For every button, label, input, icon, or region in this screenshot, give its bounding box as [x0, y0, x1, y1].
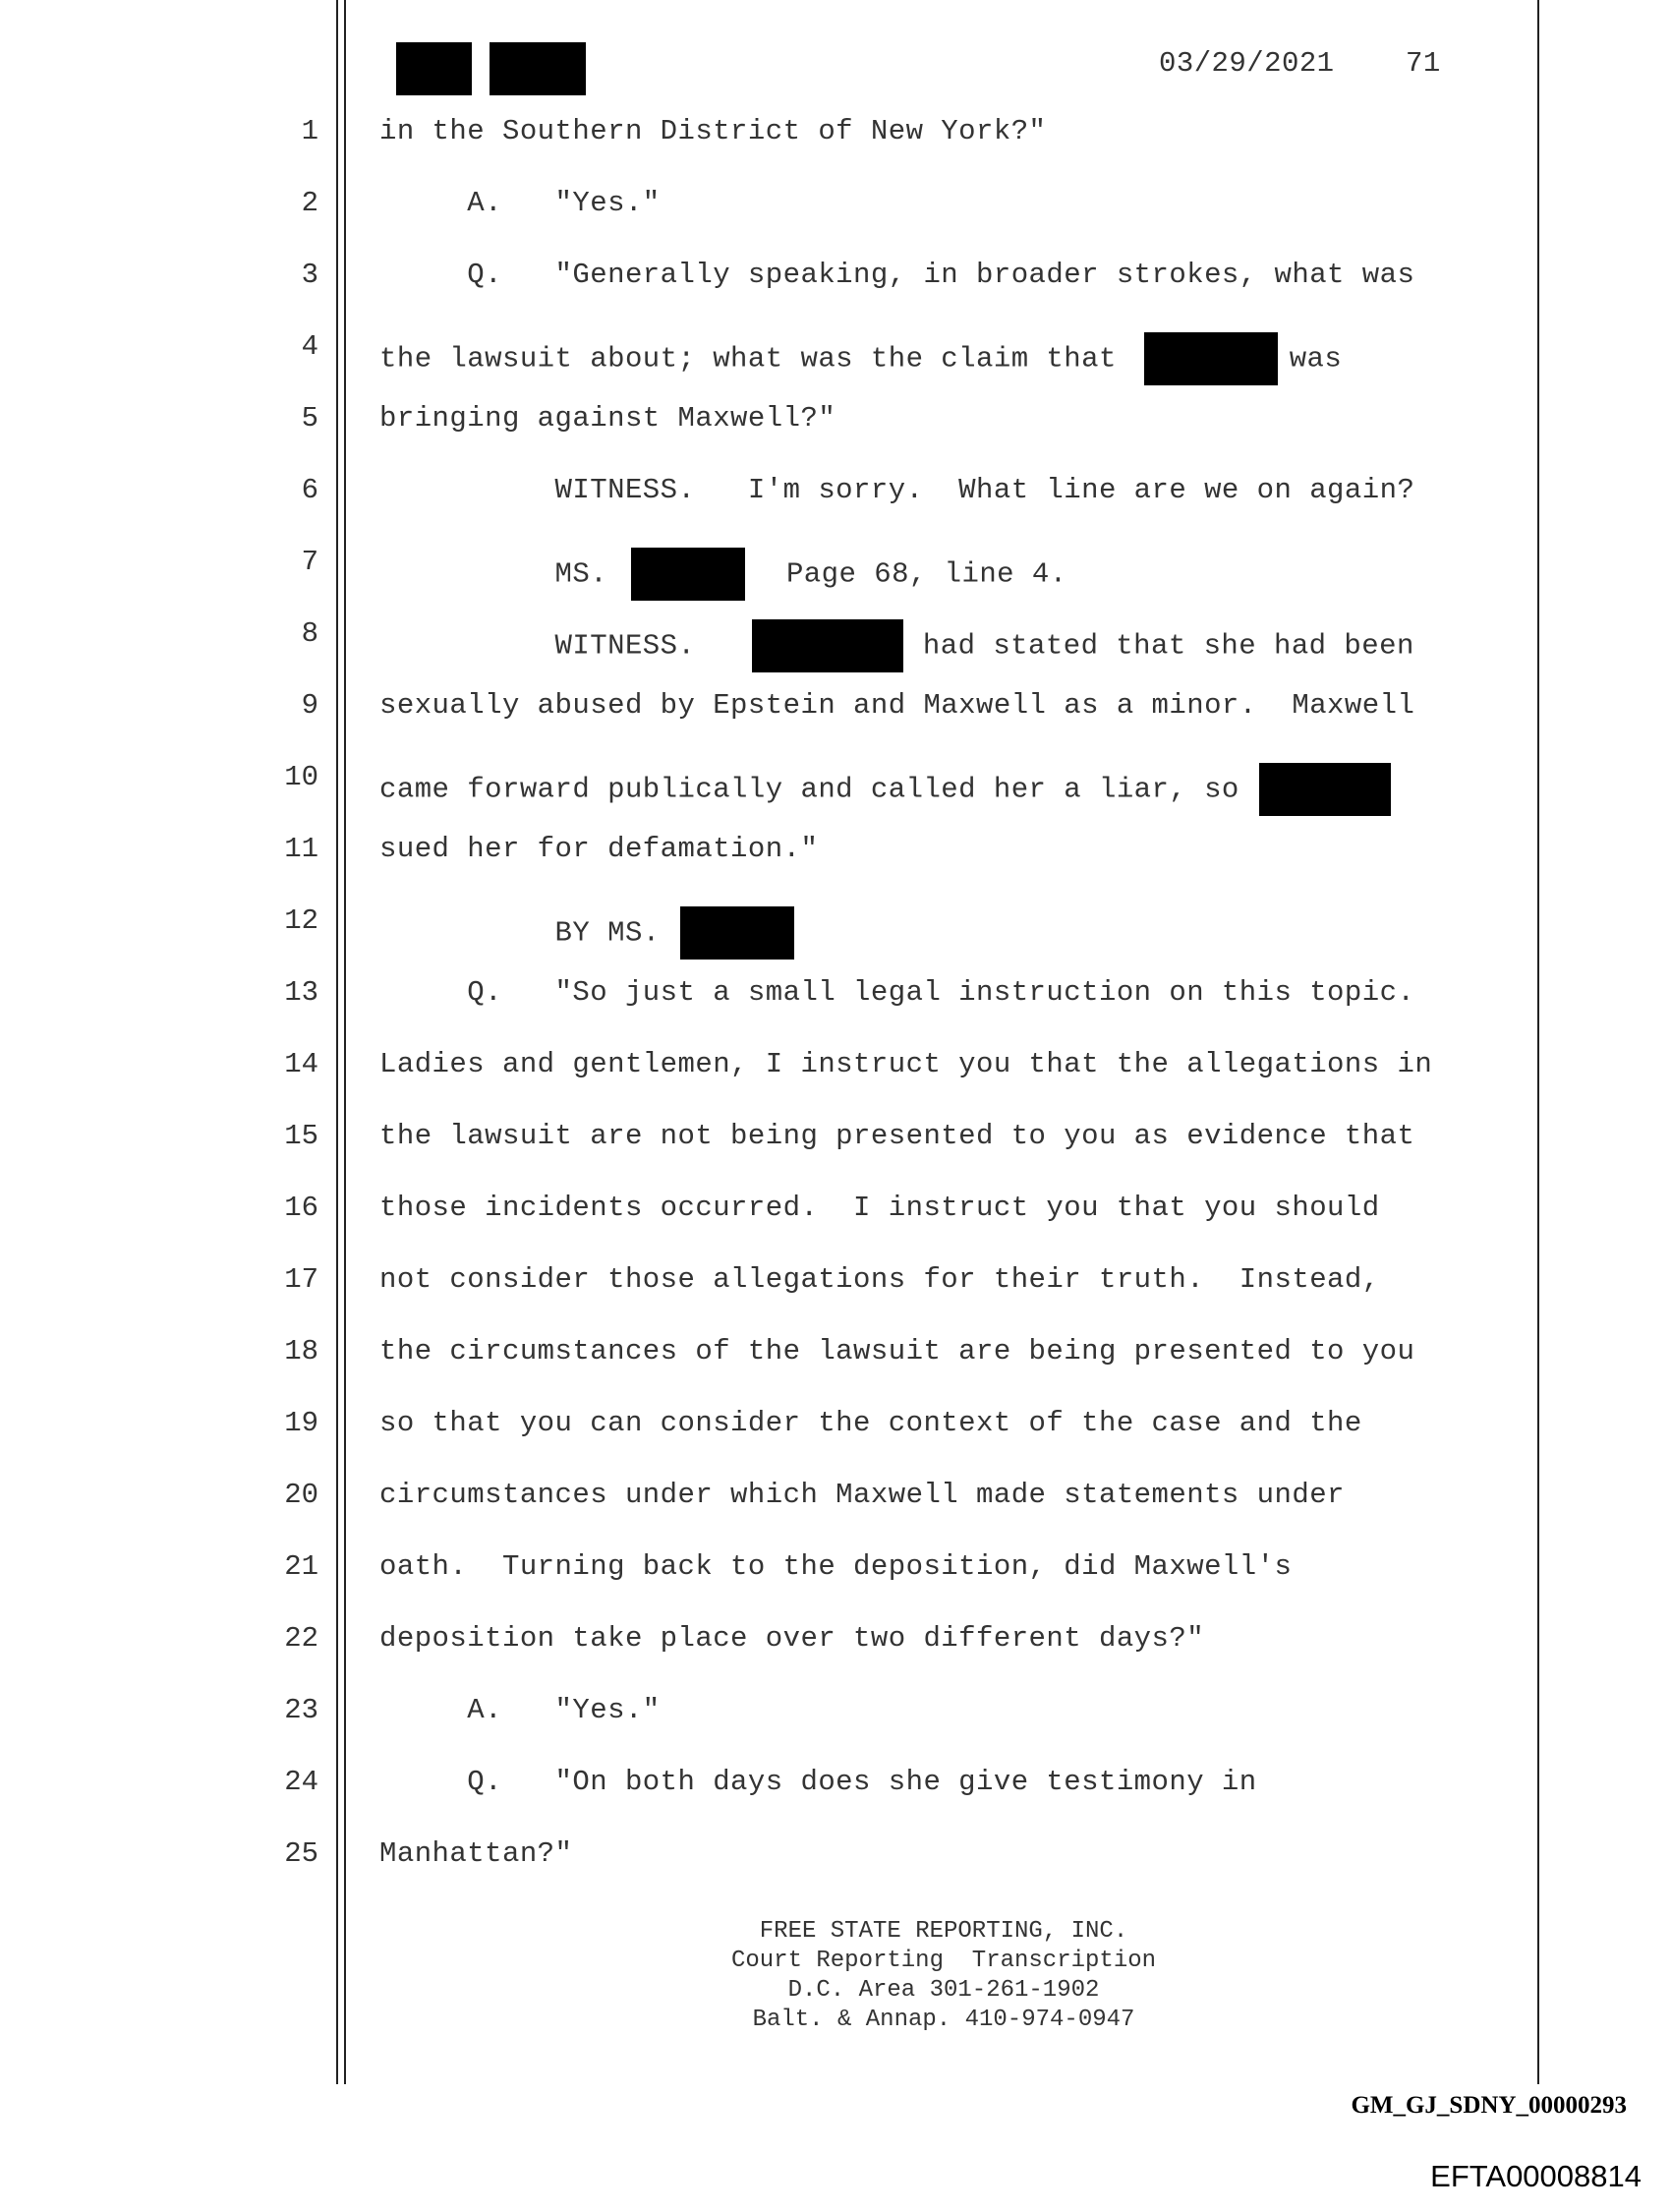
footer-company: FREE STATE REPORTING, INC. — [759, 1918, 1128, 1945]
line-text: came forward publically and called her a liar, so — [379, 773, 1239, 806]
line-number: 7 — [301, 546, 318, 578]
bates-number: GM_GJ_SDNY_00000293 — [1351, 2092, 1627, 2119]
header-redaction-2 — [490, 42, 586, 95]
transcript-line: Q. "So just a small legal instruction on this topic. — [379, 976, 1415, 1009]
line-text: the lawsuit about; what was the claim that — [379, 342, 1117, 376]
transcript-line — [379, 548, 1067, 601]
transcript-line: Ladies and gentlemen, I instruct you that the allegations in — [379, 1048, 1433, 1080]
line-number: 14 — [284, 1048, 318, 1080]
transcript-line: circumstances under which Maxwell made statements under — [379, 1479, 1345, 1511]
header-page-number: 71 — [1406, 47, 1441, 80]
line-number: 16 — [284, 1192, 318, 1224]
line-number: 21 — [284, 1550, 318, 1583]
line-number: 6 — [301, 474, 318, 506]
line-number: 24 — [284, 1766, 318, 1798]
footer-balt-phone: Balt. & Annap. 410-974-0947 — [752, 2007, 1135, 2033]
header-date: 03/29/2021 — [1159, 47, 1335, 80]
redaction-box — [680, 906, 794, 960]
redaction-box — [752, 619, 903, 672]
line-number: 20 — [284, 1479, 318, 1511]
line-number: 23 — [284, 1694, 318, 1726]
line-number: 11 — [284, 833, 318, 865]
line-text: WITNESS. — [379, 629, 696, 663]
left-margin-rule-inner — [344, 0, 346, 2084]
redaction-box — [1144, 332, 1278, 385]
right-margin-rule — [1537, 0, 1539, 2084]
transcript-line — [379, 906, 794, 960]
reporter-footer — [550, 1917, 1337, 2035]
transcript-line: Manhattan?" — [379, 1837, 573, 1870]
line-text: MS. — [379, 557, 608, 591]
left-margin-rule-outer — [336, 0, 338, 2084]
line-number: 1 — [301, 115, 318, 147]
redaction-box — [631, 548, 745, 601]
line-number: 5 — [301, 402, 318, 435]
transcript-line: those incidents occurred. I instruct you that you should — [379, 1192, 1380, 1224]
transcript-line: sued her for defamation." — [379, 833, 819, 865]
transcript-line: Q. "Generally speaking, in broader strokes, what was — [379, 259, 1415, 291]
transcript-line: A. "Yes." — [379, 1694, 661, 1726]
transcript-line: WITNESS. I'm sorry. What line are we on again? — [379, 474, 1415, 506]
line-number: 18 — [284, 1335, 318, 1368]
header-redaction-1 — [396, 42, 472, 95]
footer-services: Court Reporting Transcription — [730, 1948, 1157, 1974]
line-number: 12 — [284, 904, 318, 937]
redaction-box — [1259, 763, 1391, 816]
transcript-line: bringing against Maxwell?" — [379, 402, 836, 435]
line-number: 8 — [301, 617, 318, 650]
transcript-line: Q. "On both days does she give testimony in — [379, 1766, 1257, 1798]
transcript-line: A. "Yes." — [379, 187, 661, 219]
footer-dc-phone: D.C. Area 301-261-1902 — [787, 1977, 1100, 2004]
line-number: 22 — [284, 1622, 318, 1655]
transcript-line: so that you can consider the context of the case and the — [379, 1407, 1362, 1439]
transcript-line: sexually abused by Epstein and Maxwell as a minor. Maxwell — [379, 689, 1415, 722]
line-text: Page 68, line 4. — [785, 557, 1067, 591]
transcript-line: the lawsuit are not being presented to you as evidence that — [379, 1120, 1415, 1152]
transcript-line: deposition take place over two different days?" — [379, 1622, 1205, 1655]
line-number: 3 — [301, 259, 318, 291]
transcript-line: not consider those allegations for their truth. Instead, — [379, 1263, 1380, 1296]
line-number: 2 — [301, 187, 318, 219]
line-text: had stated that she had been — [922, 629, 1414, 663]
line-number: 17 — [284, 1263, 318, 1296]
line-number: 25 — [284, 1837, 318, 1870]
line-number: 13 — [284, 976, 318, 1009]
line-text: was — [1289, 342, 1343, 376]
line-number: 4 — [301, 330, 318, 363]
transcript-line: in the Southern District of New York?" — [379, 115, 1047, 147]
line-text: BY MS. — [379, 916, 661, 950]
transcript-line: the circumstances of the lawsuit are being presented to you — [379, 1335, 1415, 1368]
line-number: 9 — [301, 689, 318, 722]
transcript-line — [379, 332, 1342, 385]
transcript-line — [379, 619, 1414, 672]
line-number: 15 — [284, 1120, 318, 1152]
line-number: 10 — [284, 761, 318, 793]
transcript-line — [379, 763, 1391, 816]
efta-number: EFTA00008814 — [1430, 2159, 1642, 2193]
transcript-line: oath. Turning back to the deposition, did Maxwell's — [379, 1550, 1293, 1583]
line-number: 19 — [284, 1407, 318, 1439]
